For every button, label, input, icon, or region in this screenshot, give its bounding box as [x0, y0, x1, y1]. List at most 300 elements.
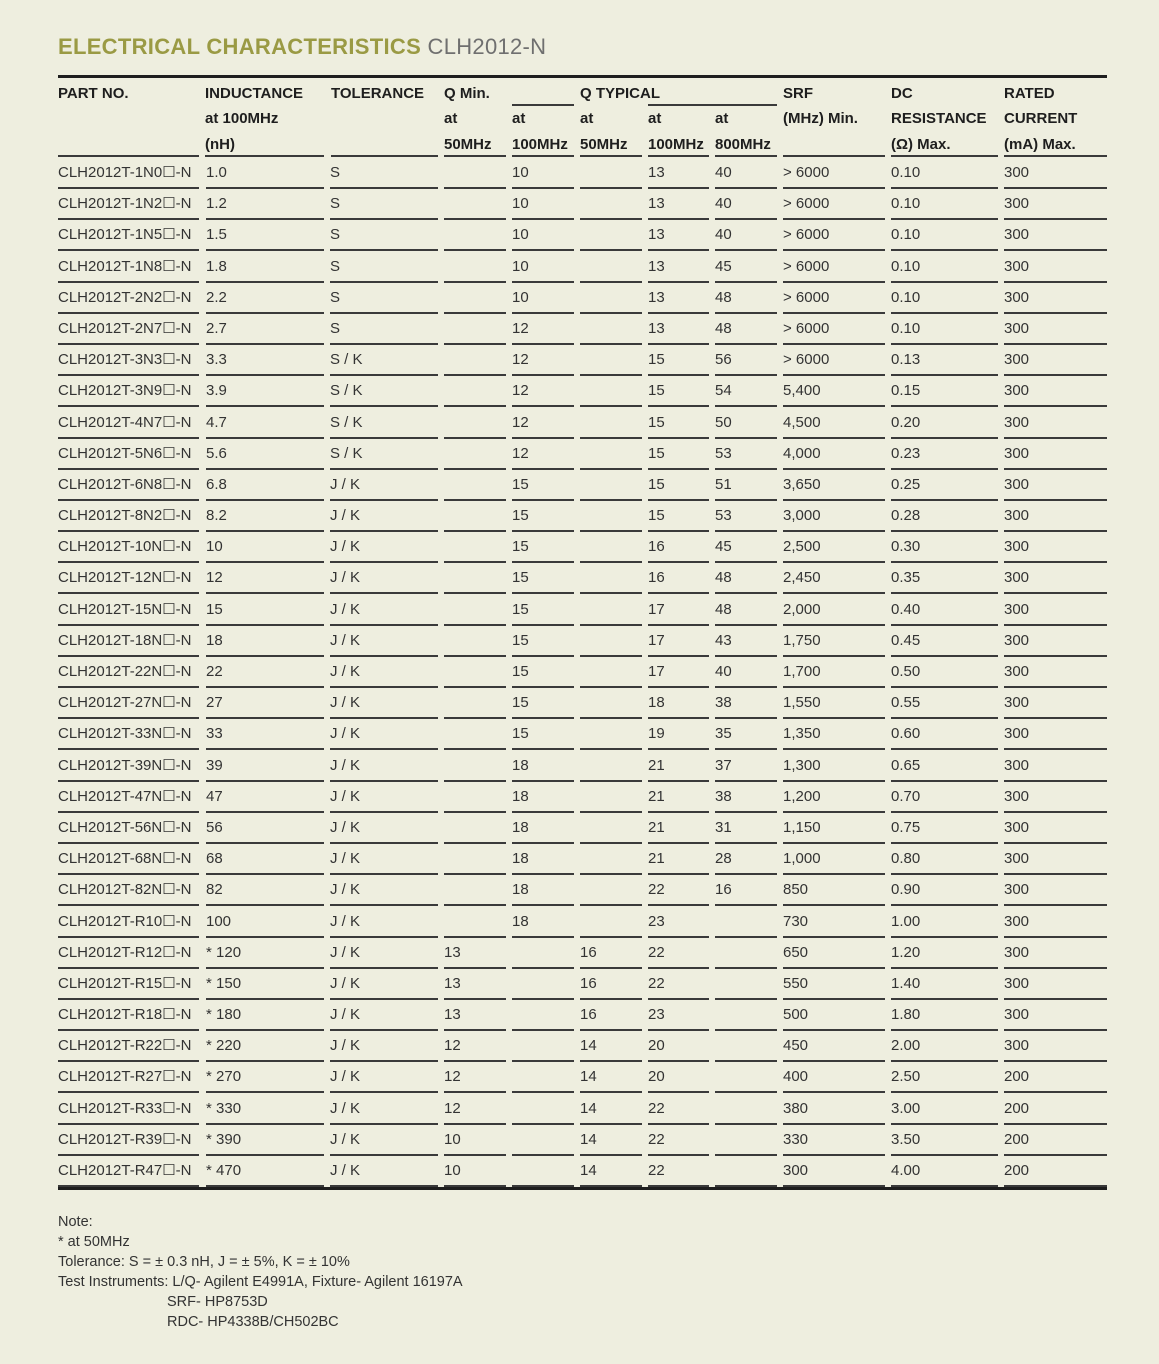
q-typ-100-cell: 22: [648, 943, 665, 961]
q-min-50-cell: 13: [444, 1006, 461, 1024]
rated-current-cell: 300: [1004, 694, 1030, 712]
tolerance-cell: J / K: [330, 787, 361, 805]
part-no-cell: CLH2012T-18N☐-N: [58, 631, 192, 649]
dc-resistance-cell: 1.80: [891, 1006, 921, 1024]
q-typ-100-cell: 22: [648, 1162, 665, 1179]
q-typ-100-cell: 15: [648, 475, 665, 493]
q-min-100-cell: 15: [512, 538, 529, 556]
tolerance-cell: J / K: [330, 943, 361, 961]
q-typ-100-cell: 20: [648, 1037, 665, 1055]
dc-resistance-cell: 0.10: [891, 257, 921, 275]
q-min-100-cell: 18: [512, 881, 529, 899]
table-row: [0, 625, 1159, 656]
q-typ-100-cell: 21: [648, 756, 665, 774]
q-typ-800-cell: 56: [715, 351, 732, 369]
header-tolerance: TOLERANCE: [331, 85, 425, 102]
q-min-100-cell: 10: [512, 226, 529, 244]
header-srf: SRF: [783, 85, 813, 102]
rated-current-cell: 300: [1004, 538, 1030, 556]
rated-current-cell: 200: [1004, 1130, 1030, 1148]
tolerance-cell: S / K: [330, 351, 363, 369]
rated-current-cell: 300: [1004, 475, 1030, 493]
rated-current-cell: 300: [1004, 569, 1030, 587]
part-no-cell: CLH2012T-2N2☐-N: [58, 288, 192, 306]
q-typ-800-cell: 48: [715, 319, 732, 337]
part-no-cell: CLH2012T-39N☐-N: [58, 756, 192, 774]
q-typ-800-cell: 40: [715, 663, 732, 680]
srf-cell: 1,200: [783, 787, 821, 805]
inductance-cell: * 180: [206, 1006, 242, 1024]
table-row: [0, 750, 1159, 781]
q-typ-800-cell: 40: [715, 226, 732, 244]
part-no-cell: CLH2012T-5N6☐-N: [58, 444, 192, 462]
srf-cell: 4,500: [783, 413, 821, 431]
rated-current-cell: 300: [1004, 725, 1030, 743]
q-min-100-cell: 10: [512, 164, 529, 181]
part-no-cell: CLH2012T-1N2☐-N: [58, 195, 192, 213]
q-typ-100-cell: 17: [648, 663, 665, 680]
dc-resistance-cell: 0.50: [891, 663, 921, 680]
note-instruments: Test Instruments: L/Q- Agilent E4991A, Fixture- Agilent 16197A: [58, 1274, 463, 1290]
srf-cell: 380: [783, 1099, 809, 1117]
note-tolerance: Tolerance: S = ± 0.3 nH, J = ± 5%, K = ± 10%: [58, 1254, 350, 1270]
rated-current-cell: 200: [1004, 1099, 1030, 1117]
dc-resistance-cell: 0.10: [891, 195, 921, 213]
q-typ-800-cell: 53: [715, 507, 732, 525]
rated-current-cell: 300: [1004, 663, 1030, 680]
inductance-cell: * 470: [206, 1162, 242, 1179]
q-typ-800-cell: 31: [715, 818, 732, 836]
srf-cell: 2,450: [783, 569, 821, 587]
part-no-cell: CLH2012T-1N8☐-N: [58, 257, 192, 275]
dc-resistance-cell: 0.13: [891, 351, 921, 369]
q-typ-800-cell: 48: [715, 288, 732, 306]
srf-cell: 850: [783, 881, 809, 899]
rated-current-cell: 300: [1004, 631, 1030, 649]
tolerance-cell: J / K: [330, 694, 361, 712]
q-typical-underline: [648, 104, 777, 106]
q-typ-100-cell: 17: [648, 600, 665, 618]
title-main: ELECTRICAL CHARACTERISTICS: [58, 34, 422, 59]
part-no-cell: CLH2012T-68N☐-N: [58, 850, 192, 868]
q-typ-100-cell: 13: [648, 288, 665, 306]
srf-cell: 550: [783, 974, 809, 992]
q-min-100-cell: 18: [512, 912, 529, 930]
inductance-cell: * 270: [206, 1068, 242, 1086]
q-typ-100-cell: 15: [648, 413, 665, 431]
table-row: [0, 251, 1159, 282]
srf-cell: > 6000: [783, 195, 830, 213]
rated-current-cell: 300: [1004, 319, 1030, 337]
rated-current-cell: 300: [1004, 974, 1030, 992]
table-row: [0, 1030, 1159, 1061]
q-min-100-cell: 15: [512, 475, 529, 493]
inductance-cell: 15: [206, 600, 223, 618]
inductance-cell: * 220: [206, 1037, 242, 1055]
srf-cell: 650: [783, 943, 809, 961]
inductance-cell: 18: [206, 631, 223, 649]
q-typ-50-cell: 16: [580, 974, 597, 992]
q-typ-800-cell: 51: [715, 475, 732, 493]
q-min-100-cell: 12: [512, 319, 529, 337]
q-typ-100-cell: 16: [648, 569, 665, 587]
part-no-cell: CLH2012T-3N9☐-N: [58, 382, 192, 400]
tolerance-cell: J / K: [330, 569, 361, 587]
q-typ-50-cell: 14: [580, 1068, 597, 1086]
table-row: [0, 781, 1159, 812]
q-typ-50-cell: 16: [580, 1006, 597, 1024]
part-no-cell: CLH2012T-R10☐-N: [58, 912, 192, 930]
q-typ-800-cell: 48: [715, 600, 732, 618]
tolerance-cell: J / K: [330, 912, 361, 930]
inductance-cell: 56: [206, 818, 223, 836]
srf-cell: 500: [783, 1006, 809, 1024]
header-q-typ-800mhz: 800MHz: [715, 136, 771, 153]
q-typ-100-cell: 21: [648, 818, 665, 836]
header-q-min-at-50: at: [444, 110, 458, 127]
q-typ-100-cell: 13: [648, 226, 665, 244]
srf-cell: > 6000: [783, 226, 830, 244]
part-no-cell: CLH2012T-R33☐-N: [58, 1099, 192, 1117]
part-no-cell: CLH2012T-R47☐-N: [58, 1162, 192, 1179]
tolerance-cell: J / K: [330, 663, 361, 680]
tolerance-cell: J / K: [330, 1130, 361, 1148]
srf-cell: 1,300: [783, 756, 821, 774]
dc-resistance-cell: 0.65: [891, 756, 921, 774]
table-row: [0, 687, 1159, 718]
dc-resistance-cell: 1.20: [891, 943, 921, 961]
table-row: [0, 1093, 1159, 1124]
tolerance-cell: J / K: [330, 725, 361, 743]
q-typ-100-cell: 18: [648, 694, 665, 712]
header-part-no: PART NO.: [58, 85, 129, 102]
dc-resistance-cell: 0.20: [891, 413, 921, 431]
part-no-cell: CLH2012T-1N0☐-N: [58, 164, 192, 181]
dc-resistance-cell: 3.00: [891, 1099, 921, 1117]
bottom-rule: [58, 1187, 1107, 1190]
part-no-cell: CLH2012T-2N7☐-N: [58, 319, 192, 337]
inductance-cell: 8.2: [206, 507, 227, 525]
table-row: [0, 407, 1159, 438]
q-typ-100-cell: 21: [648, 787, 665, 805]
q-min-100-cell: 15: [512, 725, 529, 743]
q-typ-100-cell: 15: [648, 382, 665, 400]
q-min-50-cell: 10: [444, 1162, 461, 1179]
header-q-min: Q Min.: [444, 85, 490, 102]
note-srf: SRF- HP8753D: [167, 1294, 268, 1310]
header-q-min-50mhz: 50MHz: [444, 136, 492, 153]
inductance-cell: * 150: [206, 974, 242, 992]
q-typ-800-cell: 48: [715, 569, 732, 587]
q-min-100-cell: 10: [512, 195, 529, 213]
tolerance-cell: S: [330, 319, 341, 337]
rated-current-cell: 300: [1004, 257, 1030, 275]
q-min-100-cell: 12: [512, 444, 529, 462]
dc-resistance-cell: 0.10: [891, 226, 921, 244]
inductance-cell: 27: [206, 694, 223, 712]
inductance-cell: 100: [206, 912, 232, 930]
dc-resistance-cell: 0.10: [891, 319, 921, 337]
dc-resistance-cell: 0.23: [891, 444, 921, 462]
rated-current-cell: 300: [1004, 1006, 1030, 1024]
q-min-100-cell: 15: [512, 631, 529, 649]
srf-cell: 1,550: [783, 694, 821, 712]
part-no-cell: CLH2012T-82N☐-N: [58, 881, 192, 899]
srf-cell: 5,400: [783, 382, 821, 400]
part-no-cell: CLH2012T-R22☐-N: [58, 1037, 192, 1055]
tolerance-cell: J / K: [330, 974, 361, 992]
table-row: [0, 999, 1159, 1030]
srf-cell: 2,500: [783, 538, 821, 556]
q-typ-800-cell: 37: [715, 756, 732, 774]
part-no-cell: CLH2012T-15N☐-N: [58, 600, 192, 618]
header-srf-unit: (MHz) Min.: [783, 110, 858, 127]
note-heading: Note:: [58, 1214, 93, 1230]
inductance-cell: 4.7: [206, 413, 227, 431]
rated-current-cell: 300: [1004, 226, 1030, 244]
q-typ-800-cell: 38: [715, 787, 732, 805]
part-no-cell: CLH2012T-R27☐-N: [58, 1068, 192, 1086]
q-typ-100-cell: 16: [648, 538, 665, 556]
q-min-50-cell: 12: [444, 1099, 461, 1117]
top-rule: [58, 75, 1107, 78]
tolerance-cell: J / K: [330, 538, 361, 556]
dc-resistance-cell: 1.40: [891, 974, 921, 992]
dc-resistance-cell: 0.10: [891, 288, 921, 306]
dc-resistance-cell: 0.30: [891, 538, 921, 556]
header-q-typ-at-100: at: [648, 110, 662, 127]
rated-current-cell: 300: [1004, 850, 1030, 868]
q-typ-100-cell: 13: [648, 164, 665, 181]
tolerance-cell: S / K: [330, 444, 363, 462]
part-no-cell: CLH2012T-R39☐-N: [58, 1130, 192, 1148]
header-resistance: RESISTANCE: [891, 110, 987, 127]
q-typ-100-cell: 17: [648, 631, 665, 649]
q-typ-800-cell: 35: [715, 725, 732, 743]
srf-cell: 300: [783, 1162, 809, 1179]
inductance-cell: 10: [206, 538, 223, 556]
inductance-cell: 82: [206, 881, 223, 899]
dc-resistance-cell: 0.35: [891, 569, 921, 587]
q-typ-100-cell: 15: [648, 351, 665, 369]
header-q-typ-100mhz: 100MHz: [648, 136, 704, 153]
rated-current-cell: 300: [1004, 818, 1030, 836]
part-no-cell: CLH2012T-10N☐-N: [58, 538, 192, 556]
tolerance-cell: J / K: [330, 507, 361, 525]
q-typ-800-cell: 45: [715, 257, 732, 275]
srf-cell: > 6000: [783, 319, 830, 337]
rated-current-cell: 300: [1004, 444, 1030, 462]
table-row: [0, 1124, 1159, 1155]
q-typ-50-cell: 14: [580, 1099, 597, 1117]
dc-resistance-cell: 2.00: [891, 1037, 921, 1055]
tolerance-cell: S: [330, 226, 341, 244]
q-typ-100-cell: 15: [648, 507, 665, 525]
srf-cell: 450: [783, 1037, 809, 1055]
part-no-cell: CLH2012T-33N☐-N: [58, 725, 192, 743]
inductance-cell: * 120: [206, 943, 242, 961]
q-typ-50-cell: 16: [580, 943, 597, 961]
rated-current-cell: 300: [1004, 600, 1030, 618]
q-typ-100-cell: 13: [648, 319, 665, 337]
tolerance-cell: J / K: [330, 881, 361, 899]
table-row: [0, 968, 1159, 999]
q-min-100-cell: 15: [512, 569, 529, 587]
rated-current-cell: 300: [1004, 756, 1030, 774]
part-no-cell: CLH2012T-R18☐-N: [58, 1006, 192, 1024]
dc-resistance-cell: 0.28: [891, 507, 921, 525]
inductance-cell: 47: [206, 787, 223, 805]
table-row: [0, 656, 1159, 687]
header-resistance-unit: (Ω) Max.: [891, 136, 951, 153]
inductance-cell: 39: [206, 756, 223, 774]
q-min-100-cell: 15: [512, 600, 529, 618]
q-typ-800-cell: 28: [715, 850, 732, 868]
dc-resistance-cell: 0.10: [891, 164, 921, 181]
q-typ-800-cell: 38: [715, 694, 732, 712]
q-min-100-cell: 12: [512, 351, 529, 369]
table-row: [0, 718, 1159, 749]
inductance-cell: 5.6: [206, 444, 227, 462]
tolerance-cell: J / K: [330, 1099, 361, 1117]
table-row: [0, 157, 1159, 188]
rated-current-cell: 300: [1004, 787, 1030, 805]
q-min-100-cell: 12: [512, 413, 529, 431]
q-min-100-cell: 18: [512, 756, 529, 774]
q-min-100-cell: 15: [512, 507, 529, 525]
q-typ-800-cell: 40: [715, 164, 732, 181]
table-row: [0, 438, 1159, 469]
note-rdc: RDC- HP4338B/CH502BC: [167, 1314, 339, 1330]
inductance-cell: 6.8: [206, 475, 227, 493]
q-min-50-cell: 12: [444, 1068, 461, 1086]
q-typ-100-cell: 22: [648, 881, 665, 899]
q-typ-50-cell: 14: [580, 1162, 597, 1179]
q-typ-100-cell: 15: [648, 444, 665, 462]
q-typ-800-cell: 40: [715, 195, 732, 213]
tolerance-cell: J / K: [330, 1068, 361, 1086]
tolerance-cell: S: [330, 195, 341, 213]
q-typ-100-cell: 13: [648, 195, 665, 213]
table-row: [0, 1155, 1159, 1186]
title-model: CLH2012-N: [427, 34, 547, 59]
q-typ-100-cell: 22: [648, 1130, 665, 1148]
header-q-typ-at-800: at: [715, 110, 729, 127]
srf-cell: > 6000: [783, 257, 830, 275]
tolerance-cell: J / K: [330, 818, 361, 836]
q-min-100-cell: 18: [512, 818, 529, 836]
q-typ-100-cell: 19: [648, 725, 665, 743]
rated-current-cell: 200: [1004, 1068, 1030, 1086]
q-typ-800-cell: 53: [715, 444, 732, 462]
header-dc: DC: [891, 85, 913, 102]
inductance-cell: 22: [206, 663, 223, 680]
part-no-cell: CLH2012T-47N☐-N: [58, 787, 192, 805]
q-typ-100-cell: 21: [648, 850, 665, 868]
dc-resistance-cell: 0.25: [891, 475, 921, 493]
tolerance-cell: J / K: [330, 850, 361, 868]
dc-resistance-cell: 0.40: [891, 600, 921, 618]
tolerance-cell: J / K: [330, 475, 361, 493]
q-typ-800-cell: 43: [715, 631, 732, 649]
tolerance-cell: S / K: [330, 382, 363, 400]
q-min-50-cell: 13: [444, 974, 461, 992]
inductance-cell: 1.5: [206, 226, 227, 244]
rated-current-cell: 300: [1004, 288, 1030, 306]
srf-cell: 1,700: [783, 663, 821, 680]
rated-current-cell: 300: [1004, 507, 1030, 525]
q-typ-800-cell: 54: [715, 382, 732, 400]
inductance-cell: 2.2: [206, 288, 227, 306]
rated-current-cell: 300: [1004, 1037, 1030, 1055]
header-inductance-unit: (nH): [205, 136, 235, 153]
dc-resistance-cell: 2.50: [891, 1068, 921, 1086]
table-row: [0, 188, 1159, 219]
srf-cell: 3,650: [783, 475, 821, 493]
tolerance-cell: J / K: [330, 1037, 361, 1055]
dc-resistance-cell: 0.70: [891, 787, 921, 805]
table-row: [0, 1061, 1159, 1092]
rated-current-cell: 300: [1004, 195, 1030, 213]
note-asterisk: * at 50MHz: [58, 1234, 130, 1250]
rated-current-cell: 300: [1004, 164, 1030, 181]
q-typ-100-cell: 20: [648, 1068, 665, 1086]
srf-cell: 400: [783, 1068, 809, 1086]
table-row: [0, 531, 1159, 562]
inductance-cell: 12: [206, 569, 223, 587]
q-typ-50-cell: 14: [580, 1037, 597, 1055]
q-typ-100-cell: 23: [648, 1006, 665, 1024]
rated-current-cell: 300: [1004, 413, 1030, 431]
table-row: [0, 469, 1159, 500]
dc-resistance-cell: 0.60: [891, 725, 921, 743]
part-no-cell: CLH2012T-3N3☐-N: [58, 351, 192, 369]
dc-resistance-cell: 0.15: [891, 382, 921, 400]
srf-cell: > 6000: [783, 164, 830, 181]
tolerance-cell: S: [330, 288, 341, 306]
inductance-cell: 1.8: [206, 257, 227, 275]
q-min-underline: [512, 104, 574, 106]
tolerance-cell: S: [330, 257, 341, 275]
table-row: [0, 937, 1159, 968]
tolerance-cell: J / K: [330, 1006, 361, 1024]
srf-cell: > 6000: [783, 288, 830, 306]
table-row: [0, 594, 1159, 625]
q-min-100-cell: 18: [512, 850, 529, 868]
inductance-cell: * 390: [206, 1130, 242, 1148]
tolerance-cell: J / K: [330, 631, 361, 649]
srf-cell: 730: [783, 912, 809, 930]
srf-cell: 3,000: [783, 507, 821, 525]
table-row: [0, 313, 1159, 344]
srf-cell: 1,000: [783, 850, 821, 868]
q-typ-100-cell: 13: [648, 257, 665, 275]
header-q-min-at-100: at: [512, 110, 526, 127]
part-no-cell: CLH2012T-1N5☐-N: [58, 226, 192, 244]
dc-resistance-cell: 3.50: [891, 1130, 921, 1148]
rated-current-cell: 300: [1004, 943, 1030, 961]
header-current-unit: (mA) Max.: [1004, 136, 1076, 153]
q-min-100-cell: 12: [512, 382, 529, 400]
inductance-cell: 1.0: [206, 164, 227, 181]
dc-resistance-cell: 0.55: [891, 694, 921, 712]
q-typ-100-cell: 22: [648, 1099, 665, 1117]
rated-current-cell: 300: [1004, 881, 1030, 899]
q-min-50-cell: 12: [444, 1037, 461, 1055]
q-typ-50-cell: 14: [580, 1130, 597, 1148]
q-min-100-cell: 10: [512, 257, 529, 275]
part-no-cell: CLH2012T-12N☐-N: [58, 569, 192, 587]
